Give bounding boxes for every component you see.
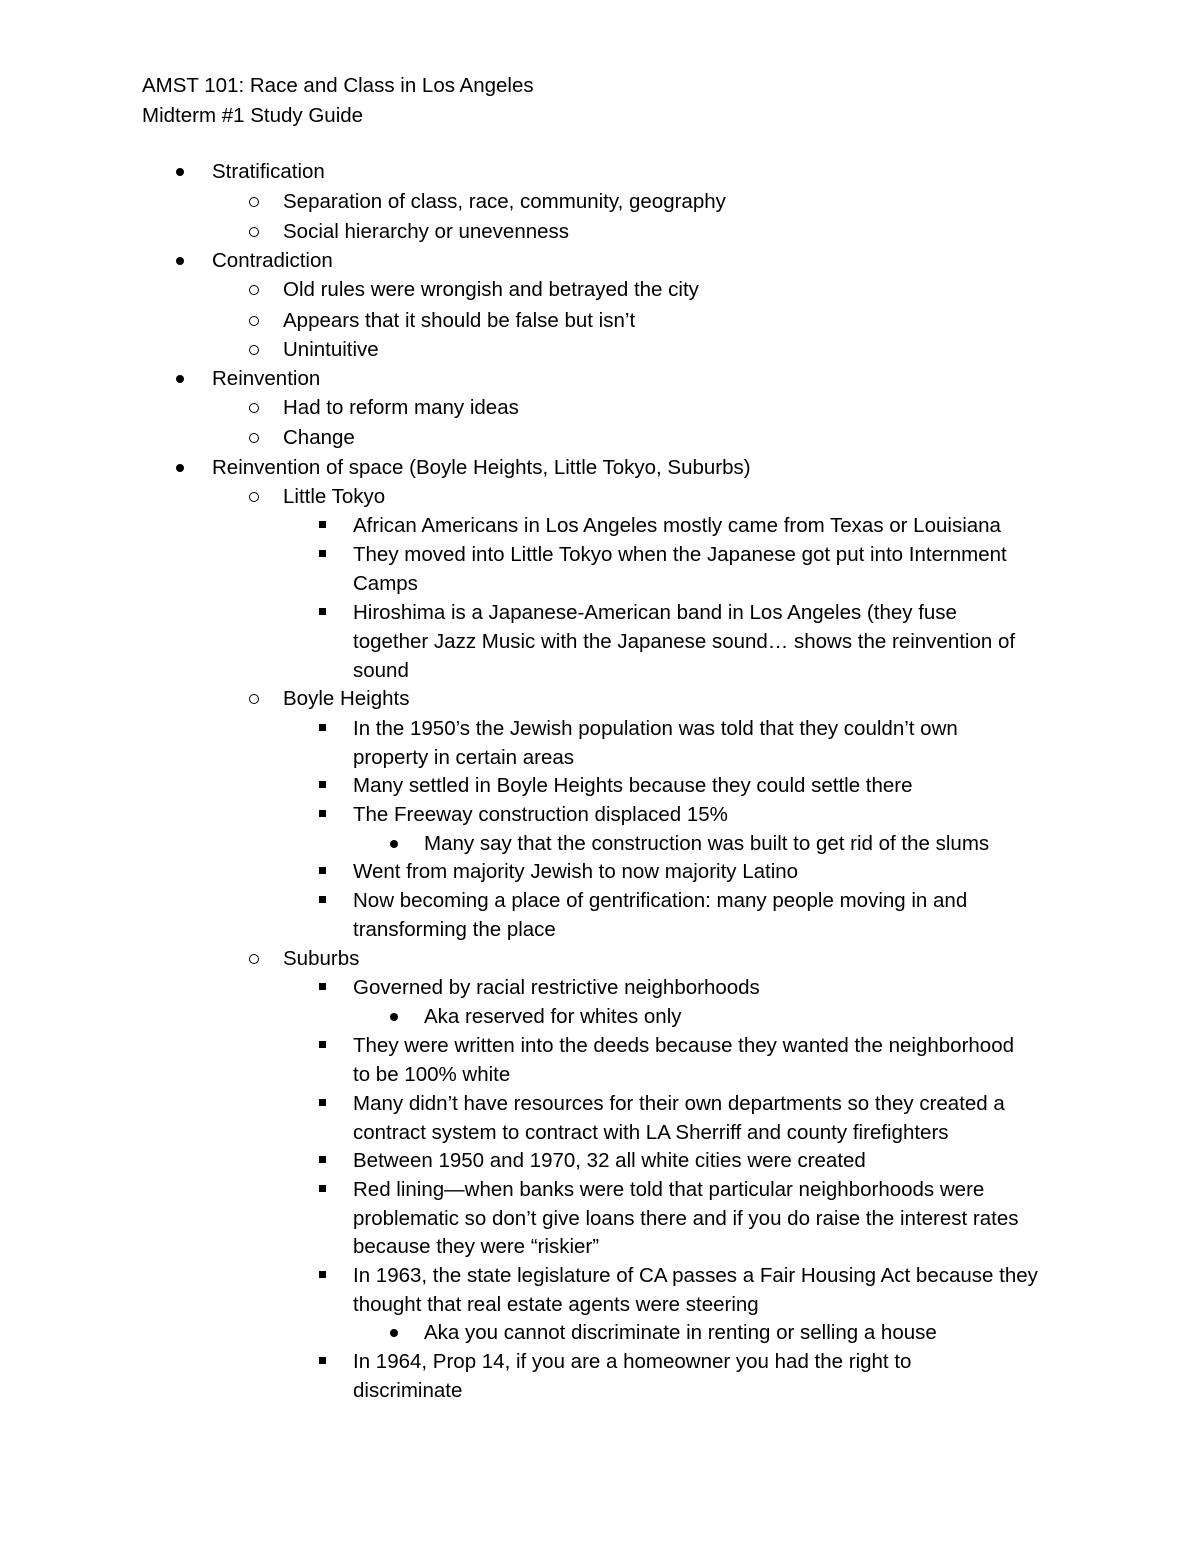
list-item: Stratification — [212, 160, 325, 183]
list-item: Change — [283, 426, 355, 449]
list-item: Governed by racial restrictive neighborhoods — [353, 976, 760, 999]
square-bullet-icon — [319, 550, 326, 557]
list-item: Many didn’t have resources for their own departments so they created a — [353, 1092, 1005, 1115]
square-bullet-icon — [319, 810, 326, 817]
circle-bullet-icon — [249, 227, 259, 237]
list-item: Went from majority Jewish to now majority Latino — [353, 860, 799, 883]
list-item: Red lining—when banks were told that particular neighborhoods were — [353, 1178, 985, 1201]
square-bullet-icon — [319, 1185, 326, 1192]
circle-bullet-icon — [249, 197, 259, 207]
list-item-continuation: transforming the place — [353, 918, 556, 941]
list-item-continuation: discriminate — [353, 1379, 463, 1402]
list-item-continuation: contract system to contract with LA Sherriff and county firefighters — [353, 1121, 949, 1144]
bullet-icon — [176, 257, 184, 265]
circle-bullet-icon — [249, 492, 259, 502]
list-item: Many settled in Boyle Heights because they could settle there — [353, 774, 913, 797]
circle-bullet-icon — [249, 954, 259, 964]
study-guide-title: Midterm #1 Study Guide — [142, 104, 364, 127]
square-bullet-icon — [319, 1099, 326, 1106]
circle-bullet-icon — [249, 403, 259, 413]
square-bullet-icon — [319, 1041, 326, 1048]
list-item: Between 1950 and 1970, 32 all white cities were created — [353, 1149, 866, 1172]
circle-bullet-icon — [249, 345, 259, 355]
list-item-continuation: to be 100% white — [353, 1063, 511, 1086]
list-item-continuation: Camps — [353, 572, 418, 595]
list-item-continuation: thought that real estate agents were steering — [353, 1293, 759, 1316]
list-item: Hiroshima is a Japanese-American band in Los Angeles (they fuse — [353, 601, 957, 624]
list-item: Separation of class, race, community, geography — [283, 190, 726, 213]
list-item: Had to reform many ideas — [283, 396, 519, 419]
circle-bullet-icon — [249, 285, 259, 295]
list-item: Old rules were wrongish and betrayed the city — [283, 278, 699, 301]
list-item-continuation: sound — [353, 659, 409, 682]
square-bullet-icon — [319, 521, 326, 528]
list-item: Suburbs — [283, 947, 360, 970]
bullet-icon — [390, 1329, 398, 1337]
bullet-icon — [176, 168, 184, 176]
list-item: Unintuitive — [283, 338, 379, 361]
circle-bullet-icon — [249, 694, 259, 704]
square-bullet-icon — [319, 896, 326, 903]
square-bullet-icon — [319, 1271, 326, 1278]
list-item: Contradiction — [212, 249, 333, 272]
bullet-icon — [390, 1013, 398, 1021]
square-bullet-icon — [319, 983, 326, 990]
square-bullet-icon — [319, 867, 326, 874]
list-item: Boyle Heights — [283, 687, 410, 710]
list-item: Now becoming a place of gentrification: many people moving in and — [353, 889, 968, 912]
list-item: Reinvention — [212, 367, 321, 390]
bullet-icon — [176, 464, 184, 472]
list-item: Social hierarchy or unevenness — [283, 220, 570, 243]
list-item: In the 1950’s the Jewish population was told that they couldn’t own — [353, 717, 958, 740]
list-item: African Americans in Los Angeles mostly came from Texas or Louisiana — [353, 514, 1001, 537]
list-item-continuation: because they were “riskier” — [353, 1235, 600, 1258]
list-item: Many say that the construction was built to get rid of the slums — [424, 832, 990, 855]
list-item: They moved into Little Tokyo when the Japanese got put into Internment — [353, 543, 1007, 566]
list-item: The Freeway construction displaced 15% — [353, 803, 728, 826]
bullet-icon — [390, 840, 398, 848]
circle-bullet-icon — [249, 433, 259, 443]
list-item: Little Tokyo — [283, 485, 386, 508]
square-bullet-icon — [319, 1156, 326, 1163]
list-item: Appears that it should be false but isn’t — [283, 309, 636, 332]
list-item: Aka you cannot discriminate in renting or selling a house — [424, 1321, 937, 1344]
list-item: Aka reserved for whites only — [424, 1005, 682, 1028]
square-bullet-icon — [319, 608, 326, 615]
course-title: AMST 101: Race and Class in Los Angeles — [142, 74, 534, 97]
list-item-continuation: problematic so don’t give loans there and if you do raise the interest rates — [353, 1207, 1019, 1230]
list-item: In 1964, Prop 14, if you are a homeowner you had the right to — [353, 1350, 912, 1373]
list-item-continuation: together Jazz Music with the Japanese sound… shows the reinvention of — [353, 630, 1016, 653]
list-item: They were written into the deeds because they wanted the neighborhood — [353, 1034, 1014, 1057]
list-item-continuation: property in certain areas — [353, 746, 575, 769]
circle-bullet-icon — [249, 316, 259, 326]
square-bullet-icon — [319, 724, 326, 731]
square-bullet-icon — [319, 781, 326, 788]
list-item: In 1963, the state legislature of CA passes a Fair Housing Act because they — [353, 1264, 1038, 1287]
list-item: Reinvention of space (Boyle Heights, Little Tokyo, Suburbs) — [212, 456, 751, 479]
square-bullet-icon — [319, 1357, 326, 1364]
bullet-icon — [176, 375, 184, 383]
